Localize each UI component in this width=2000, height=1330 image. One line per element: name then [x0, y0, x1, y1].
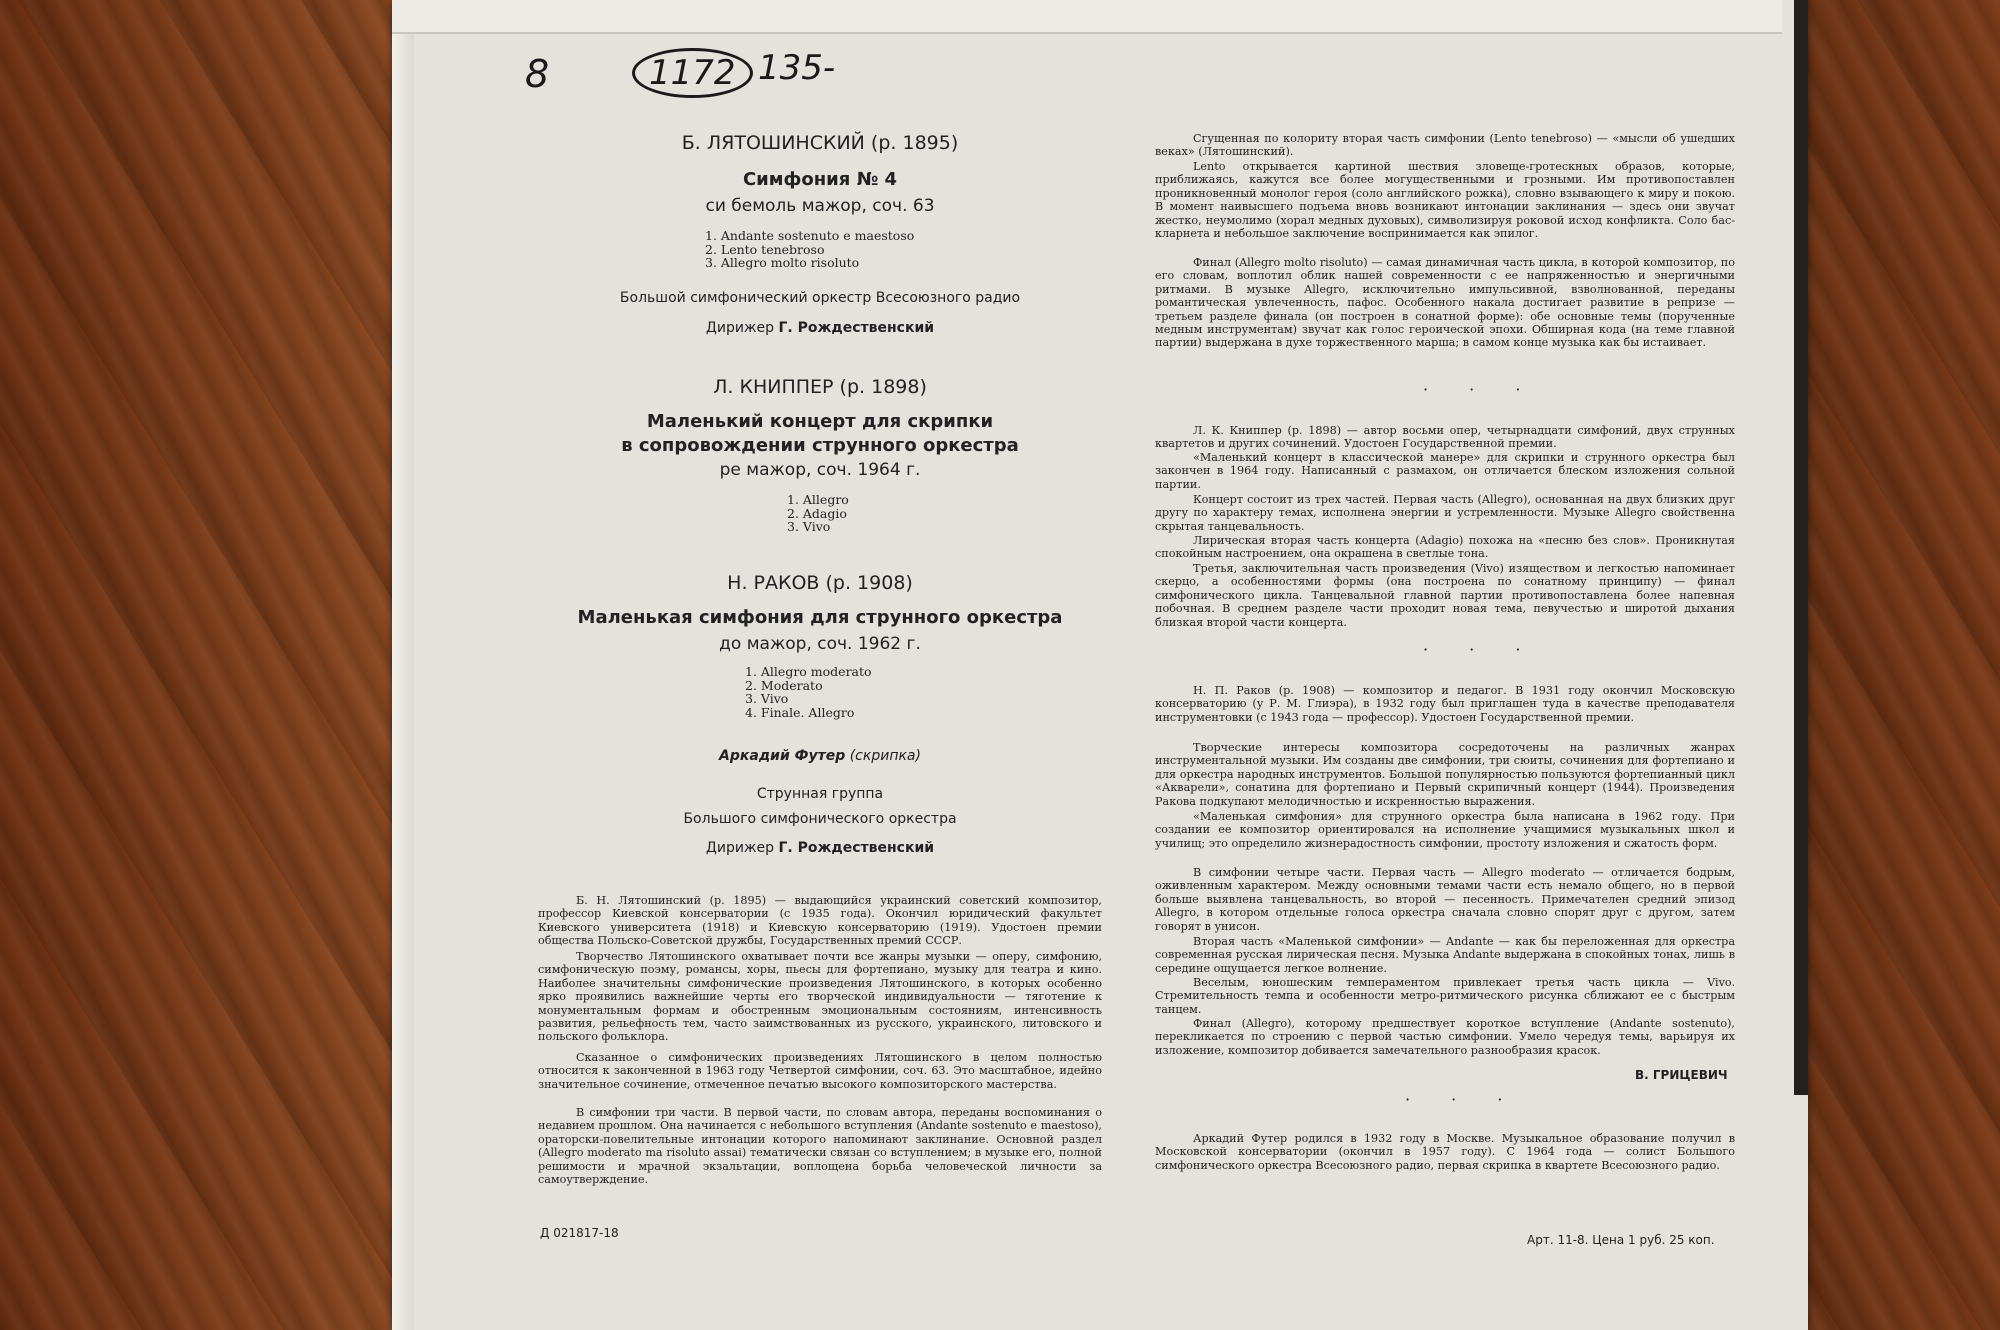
handwritten-price: 135- — [758, 48, 836, 88]
notes-paragraph: Творческие интересы композитора сосредоточены на различных жанрах инструментальной музыки. Им созданы две симфонии, три сюиты, сочинения для фортепиано и для оркестра народных инструментов. Большой популярностью пользуются фортепианный цикл «Акварели», сонатина для фортепиано и Первый скрипичный концерт (1944). Произведения Ракова подкупают мелодичностью и искренностью выражения. — [1155, 741, 1735, 808]
movement-item: 3. Allegro molto risoluto — [705, 255, 860, 270]
soloist-line — [540, 742, 1100, 770]
composer-lyatoshinsky: Б. ЛЯТОШИНСКИЙ (р. 1895) — [681, 132, 959, 154]
movements-2 — [787, 493, 849, 534]
work-title-little-concerto — [540, 410, 1100, 458]
movement-item: 3. Vivo — [745, 691, 789, 706]
movement-item: 1. Allegro — [787, 492, 849, 507]
orchestra-1: Большой симфонический оркестр Всесоюзного радио — [619, 290, 1021, 306]
notes-paragraph: Веселым, юношеским темпераментом привлекает третья часть цикла — Vivo. Стремительность темпа и особенности метро-ритмического рисунка сближают ее с быстрым танцем. — [1155, 976, 1735, 1016]
work-key-2: ре мажор, соч. 1964 г. — [719, 460, 921, 480]
sleeve-top-flap — [392, 0, 1782, 34]
composer-rakov: Н. РАКОВ (р. 1908) — [727, 572, 913, 594]
author-signature: В. ГРИЦЕВИЧ — [1635, 1068, 1728, 1082]
notes-paragraph: «Маленькая симфония» для струнного оркестра была написана в 1962 году. При создании ее композитор ориентировался на исполнение учащимися музыкальных школ и училищ; это определило жизнерадостность симфонии, простоту изложения и сжатость форм. — [1155, 810, 1735, 850]
movement-item: 3. Vivo — [787, 519, 831, 534]
sleeve-spine — [1794, 0, 1808, 1095]
conductor-line-2 — [540, 834, 1100, 862]
work-title-little-symphony: Маленькая симфония для струнного оркестра — [577, 607, 1063, 628]
movements-1 — [705, 229, 914, 270]
notes-paragraph: Творчество Лятошинского охватывает почти все жанры музыки — оперу, симфонию, симфоническую поэму, романсы, хоры, пьесы для фортепиано, музыку для театра и кино. Наиболее значительны симфонические произведения Лятошинского, в которых особенно ярко проявились важнейшие черты его творческой индивидуальности — тяготение к монументальным формам и обостренным эмоциональным состояниям, интенсивность развития, рельефность тем, часто заимствованных из русского, украинского, литовского и польского фольклора. — [538, 950, 1102, 1044]
notes-paragraph: Сгущенная по колориту вторая часть симфонии (Lento tenebroso) — «мысли об ушедших веках» (Лятошинский). — [1155, 132, 1735, 159]
notes-paragraph: Финал (Allegro), которому предшествует короткое вступление (Andante sostenuto), перекликается по строению с первой частью симфонии. Умело чередуя темы, варьируя их изложение, композитор добивается замечательного разнообразия красок. — [1155, 1017, 1735, 1057]
notes-paragraph: Вторая часть «Маленькой симфонии» — Andante — как бы переложенная для оркестра современная русская лирическая песня. Музыка Andante выдержана в спокойных тонах, лишь в середине ощущается легкое волнение. — [1155, 935, 1735, 975]
conductor-label: Дирижер — [705, 840, 775, 856]
work-title-symphony-4: Симфония № 4 — [742, 169, 898, 190]
composer-knipper: Л. КНИППЕР (р. 1898) — [713, 376, 927, 398]
handwritten-number: 8 — [525, 52, 550, 96]
notes-paragraph: «Маленький концерт в классической манере» для скрипки и струнного оркестра был закончен в 1964 году. Написанный с размахом, он отличается блеском изложения сольной партии. — [1155, 451, 1735, 491]
conductor-label: Дирижер — [705, 320, 775, 336]
work-title-line: в сопровождении струнного оркестра — [621, 435, 1019, 456]
section-divider: · · · — [1405, 1090, 1521, 1109]
movement-item: 2. Lento tenebroso — [705, 241, 825, 257]
notes-paragraph: Финал (Allegro molto risoluto) — самая динамичная часть цикла, в которой композитор, по его словам, воплотил облик нашей современности с ее напряженностью и энергичными ритмами. В музыке Allegro, исключительно импульсивной, взволнованной, переданы романтическая увлеченность, пафос. Особенного накала достигает развитие в репризе — третьем разделе финала (он построен в сонатной форме): обе основные темы (порученные медным инструментам) звучат как голос героической эпохи. Обширная кода (на теме главной партии) выдержана в духе торжественного марша; в самом конце музыка как бы истаивает. — [1155, 256, 1735, 350]
price-line: Арт. 11-8. Цена 1 руб. 25 коп. — [1527, 1233, 1715, 1247]
movement-item: 4. Finale. Allegro — [745, 704, 855, 720]
conductor-name: Г. Рождественский — [778, 840, 935, 856]
notes-paragraph: Аркадий Футер родился в 1932 году в Москве. Музыкальное образование получил в Московской консерватории (окончил в 1957 году). С 1964 года — солист Большого симфонического оркестра Всесоюзного радио, первая скрипка в квартете Всесоюзного радио. — [1155, 1132, 1735, 1172]
notes-paragraph: Н. П. Раков (р. 1908) — композитор и педагог. В 1931 году окончил Московскую консерваторию (у Р. М. Глиэра), в 1932 году был приглашен туда в качестве преподавателя инструментовки (с 1943 года — профессор). Удостоен Государственной премии. — [1155, 684, 1735, 724]
catalog-number: Д 021817-18 — [540, 1226, 619, 1240]
conductor-line-1 — [540, 314, 1100, 342]
movement-item: 1. Allegro moderato — [745, 664, 872, 679]
notes-paragraph: В симфонии три части. В первой части, по словам автора, переданы воспоминания о недавнем прошлом. Она начинается с небольшого вступления (Andante sostenuto e maestoso), ораторски-повелительные интонации которого напоминают заклинание. Основной раздел (Allegro moderato ma risoluto assai) тематически связан со вступлением; в музыке его, полной решимости и мрачной экзальтации, воплощена борьба человеческой личности за самоутверждение. — [538, 1106, 1102, 1187]
section-divider: · · · — [1423, 640, 1539, 659]
work-title-line: Маленький концерт для скрипки — [646, 411, 994, 432]
work-key-3: до мажор, соч. 1962 г. — [719, 634, 921, 654]
movement-item: 2. Moderato — [745, 677, 823, 693]
soloist-role: (скрипка) — [849, 748, 921, 764]
string-group-orchestra: Большого симфонического оркестра — [683, 811, 957, 827]
section-divider: · · · — [1423, 380, 1539, 399]
movement-item: 2. Adagio — [787, 505, 847, 521]
sleeve-edge — [392, 0, 414, 1330]
soloist-name: Аркадий Футер — [719, 748, 846, 764]
notes-paragraph: Концерт состоит из трех частей. Первая часть (Allegro), основанная на двух близких друг другу по характеру темах, исполнена энергии и устремленности. Музыке Allegro свойственна скрытая танцевальность. — [1155, 493, 1735, 533]
notes-paragraph: Л. К. Книппер (р. 1898) — автор восьми опер, четырнадцати симфоний, двух струнных квартетов и других сочинений. Удостоен Государственной премии. — [1155, 424, 1735, 451]
notes-paragraph: В симфонии четыре части. Первая часть — Allegro moderato — отличается бодрым, оживленным характером. Между основными темами части есть немало общего, но в первой больше выявлена танцевальность, во второй — песенность. Примечателен средний эпизод Allegro, в котором отдельные голоса оркестра сначала словно спорят друг с другом, затем говорят в унисон. — [1155, 866, 1735, 933]
movement-item: 1. Andante sostenuto e maestoso — [705, 228, 915, 243]
string-group: Струнная группа — [756, 786, 884, 802]
conductor-name: Г. Рождественский — [778, 320, 935, 336]
notes-paragraph: Лирическая вторая часть концерта (Adagio) похожа на «песню без слов». Проникнутая спокойным настроением, она окрашена в светлые тона. — [1155, 534, 1735, 561]
notes-paragraph: Сказанное о симфонических произведениях Лятошинского в целом полностью относится к законченной в 1963 году Четвертой симфонии, соч. 63. Это масштабное, идейно значительное сочинение, отмеченное печатью высокого композиторского мастерства. — [538, 1051, 1102, 1091]
movements-3 — [745, 665, 872, 719]
notes-paragraph: Б. Н. Лятошинский (р. 1895) — выдающийся украинский советский композитор, профессор Киевской консерватории (с 1935 года). Окончил юридический факультет Киевского университета (1918) и Киевскую консерваторию (1919). Удостоен премии общества Польско-Советской дружбы, Государственных премий СССР. — [538, 894, 1102, 948]
work-key-1: си бемоль мажор, соч. 63 — [705, 196, 935, 216]
handwritten-circled-number: 1172 — [632, 48, 753, 98]
notes-paragraph: Третья, заключительная часть произведения (Vivo) изяществом и легкостью напоминает скерцо, а особенностями формы (она построена по сонатному принципу) — финал симфонического цикла. Танцевальной главной партии противопоставлена более напевная побочная. В среднем разделе части проходит новая тема, певучестью и широтой дыхания близкая второй части концерта. — [1155, 562, 1735, 629]
notes-paragraph: Lento открывается картиной шествия зловеще-гротескных образов, которые, приближаясь, кажутся все более могущественными и грозными. Им противопоставлен проникновенный монолог героя (соло английского рожка), словно взывающего к миру и покою. В момент наивысшего подъема вновь возникают интонации заклинания — здесь они звучат жестко, неумолимо (хорал медных духовых), символизируя роковой исход конфликта. Соло бас-кларнета и небольшое заключение воспринимается как эпилог. — [1155, 160, 1735, 241]
